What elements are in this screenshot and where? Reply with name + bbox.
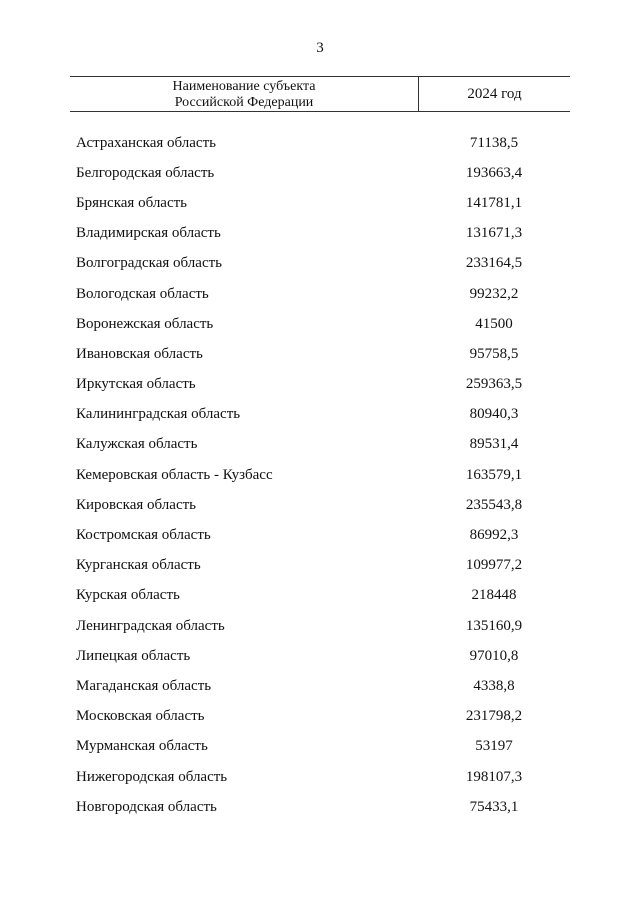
region-name: Новгородская область [76,798,217,815]
table-row [70,702,570,732]
table-header [70,76,570,112]
region-value-2024: 71138,5 [469,134,519,151]
table-row [70,219,570,249]
table-row [70,279,570,309]
region-value-2024: 141781,1 [465,194,523,211]
region-value-2024: 80940,3 [469,406,519,423]
header-subject-name [70,77,418,111]
region-name: Курганская область [76,557,201,574]
region-value-2024: 4338,8 [473,677,515,694]
table-row [70,249,570,279]
page-number: 3 [316,40,324,56]
table-row [70,611,570,641]
region-name: Московская область [76,708,205,725]
region-name: Нижегородская область [76,768,228,785]
region-value-2024: 97010,8 [469,647,519,664]
region-name: Калужская область [76,436,198,453]
region-name: Брянская область [76,194,188,211]
header-subject-line2: Российской Федерации [174,95,314,110]
region-value-2024: 198107,3 [465,768,523,785]
region-value-2024: 135160,9 [465,617,523,634]
table-row [70,671,570,701]
table-row [70,128,570,158]
region-value-2024: 99232,2 [469,285,519,302]
region-name: Мурманская область [76,738,208,755]
table-row [70,430,570,460]
table-row [70,460,570,490]
table-row [70,641,570,671]
region-name: Кемеровская область - Кузбасс [76,466,273,483]
region-value-2024: 53197 [475,738,513,755]
table-row [70,581,570,611]
table-row [70,188,570,218]
region-value-2024: 233164,5 [465,255,523,272]
region-name: Владимирская область [76,225,221,242]
region-value-2024: 235543,8 [465,496,523,513]
table-row [70,339,570,369]
region-value-2024: 75433,1 [469,798,519,815]
table-row [70,732,570,762]
table-row [70,490,570,520]
header-subject-line1: Наименование субъекта [172,79,316,94]
region-name: Воронежская область [76,315,214,332]
table-row [70,400,570,430]
table-body [70,128,570,822]
header-year: 2024 год [418,77,570,111]
region-name: Иркутская область [76,376,196,393]
region-name: Ивановская область [76,345,203,362]
region-name: Белгородская область [76,164,215,181]
table-row [70,520,570,550]
region-name: Астраханская область [76,134,216,151]
table-row [70,792,570,822]
region-name: Кировская область [76,496,197,513]
region-value-2024: 131671,3 [465,225,523,242]
region-value-2024: 193663,4 [465,164,523,181]
table-row [70,158,570,188]
region-name: Ленинградская область [76,617,225,634]
region-value-2024: 109977,2 [465,557,523,574]
region-value-2024: 231798,2 [465,708,523,725]
table-row [70,370,570,400]
region-name: Волгоградская область [76,255,222,272]
region-name: Калининградская область [76,406,241,423]
region-value-2024: 259363,5 [465,376,523,393]
region-name: Магаданская область [76,677,212,694]
region-value-2024: 86992,3 [469,527,519,544]
region-value-2024: 163579,1 [465,466,523,483]
table-row [70,551,570,581]
data-table [70,76,570,822]
region-name: Вологодская область [76,285,209,302]
region-name: Липецкая область [76,647,191,664]
table-row [70,309,570,339]
region-value-2024: 95758,5 [469,345,519,362]
region-name: Костромская область [76,527,211,544]
region-value-2024: 218448 [471,587,517,604]
region-name: Курская область [76,587,180,604]
region-value-2024: 89531,4 [469,436,519,453]
table-row [70,762,570,792]
region-value-2024: 41500 [475,315,513,332]
